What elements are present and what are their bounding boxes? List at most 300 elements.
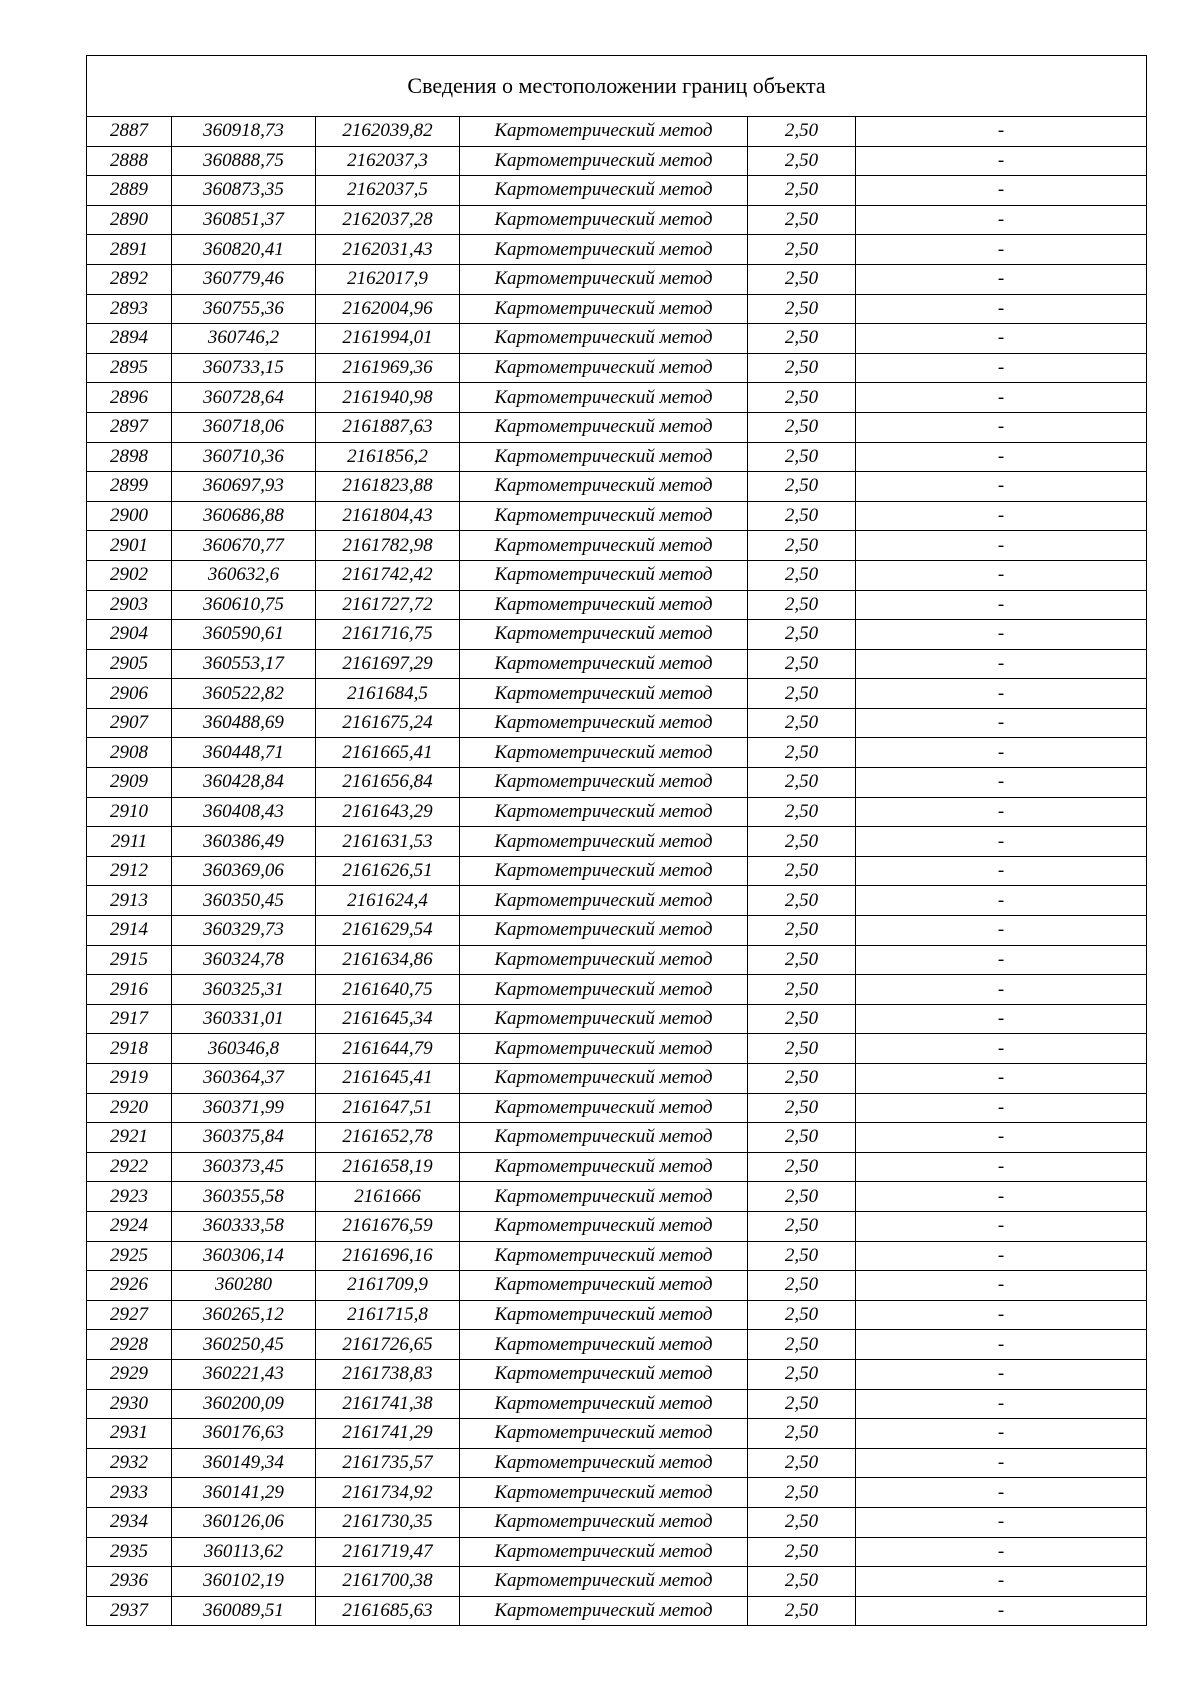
point-number-cell: 2937	[87, 1596, 172, 1626]
x-coordinate-cell: 360355,58	[172, 1182, 316, 1212]
note-cell: -	[856, 383, 1147, 413]
point-number-cell: 2905	[87, 649, 172, 679]
note-cell: -	[856, 1123, 1147, 1153]
x-coordinate-cell: 360632,6	[172, 560, 316, 590]
y-coordinate-cell: 2162037,3	[316, 146, 460, 176]
x-coordinate-cell: 360697,93	[172, 472, 316, 502]
note-cell: -	[856, 146, 1147, 176]
note-cell: -	[856, 501, 1147, 531]
method-cell: Картометрический метод	[460, 945, 748, 975]
point-number-cell: 2893	[87, 294, 172, 324]
point-number-cell: 2914	[87, 916, 172, 946]
point-number-cell: 2929	[87, 1359, 172, 1389]
note-cell: -	[856, 827, 1147, 857]
point-number-cell: 2926	[87, 1271, 172, 1301]
accuracy-cell: 2,50	[748, 1004, 856, 1034]
method-cell: Картометрический метод	[460, 1152, 748, 1182]
table-row	[87, 383, 1147, 413]
y-coordinate-cell: 2161624,4	[316, 886, 460, 916]
method-cell: Картометрический метод	[460, 353, 748, 383]
method-cell: Картометрический метод	[460, 472, 748, 502]
y-coordinate-cell: 2161684,5	[316, 679, 460, 709]
method-cell: Картометрический метод	[460, 294, 748, 324]
accuracy-cell: 2,50	[748, 916, 856, 946]
method-cell: Картометрический метод	[460, 856, 748, 886]
x-coordinate-cell: 360331,01	[172, 1004, 316, 1034]
point-number-cell: 2887	[87, 117, 172, 147]
accuracy-cell: 2,50	[748, 1537, 856, 1567]
point-number-cell: 2917	[87, 1004, 172, 1034]
point-number-cell: 2897	[87, 412, 172, 442]
table-row	[87, 324, 1147, 354]
y-coordinate-cell: 2161634,86	[316, 945, 460, 975]
method-cell: Картометрический метод	[460, 1359, 748, 1389]
note-cell: -	[856, 856, 1147, 886]
y-coordinate-cell: 2161676,59	[316, 1211, 460, 1241]
y-coordinate-cell: 2161782,98	[316, 531, 460, 561]
note-cell: -	[856, 1182, 1147, 1212]
y-coordinate-cell: 2162017,9	[316, 264, 460, 294]
point-number-cell: 2936	[87, 1567, 172, 1597]
accuracy-cell: 2,50	[748, 856, 856, 886]
x-coordinate-cell: 360113,62	[172, 1537, 316, 1567]
y-coordinate-cell: 2161741,29	[316, 1419, 460, 1449]
note-cell: -	[856, 1389, 1147, 1419]
x-coordinate-cell: 360200,09	[172, 1389, 316, 1419]
note-cell: -	[856, 324, 1147, 354]
table-row	[87, 1567, 1147, 1597]
point-number-cell: 2915	[87, 945, 172, 975]
point-number-cell: 2909	[87, 768, 172, 798]
accuracy-cell: 2,50	[748, 117, 856, 147]
table-row	[87, 916, 1147, 946]
note-cell: -	[856, 353, 1147, 383]
y-coordinate-cell: 2162037,5	[316, 176, 460, 206]
x-coordinate-cell: 360126,06	[172, 1507, 316, 1537]
point-number-cell: 2927	[87, 1300, 172, 1330]
note-cell: -	[856, 442, 1147, 472]
x-coordinate-cell: 360873,35	[172, 176, 316, 206]
table-row	[87, 1182, 1147, 1212]
method-cell: Картометрический метод	[460, 205, 748, 235]
note-cell: -	[856, 738, 1147, 768]
y-coordinate-cell: 2161696,16	[316, 1241, 460, 1271]
x-coordinate-cell: 360386,49	[172, 827, 316, 857]
point-number-cell: 2900	[87, 501, 172, 531]
accuracy-cell: 2,50	[748, 1330, 856, 1360]
table-row	[87, 886, 1147, 916]
point-number-cell: 2933	[87, 1478, 172, 1508]
y-coordinate-cell: 2161626,51	[316, 856, 460, 886]
point-number-cell: 2902	[87, 560, 172, 590]
note-cell: -	[856, 1359, 1147, 1389]
accuracy-cell: 2,50	[748, 1034, 856, 1064]
y-coordinate-cell: 2161700,38	[316, 1567, 460, 1597]
table-row	[87, 1359, 1147, 1389]
point-number-cell: 2910	[87, 797, 172, 827]
table-row	[87, 1271, 1147, 1301]
accuracy-cell: 2,50	[748, 1359, 856, 1389]
table-row	[87, 1389, 1147, 1419]
y-coordinate-cell: 2161656,84	[316, 768, 460, 798]
y-coordinate-cell: 2161741,38	[316, 1389, 460, 1419]
method-cell: Картометрический метод	[460, 975, 748, 1005]
note-cell: -	[856, 412, 1147, 442]
y-coordinate-cell: 2161730,35	[316, 1507, 460, 1537]
table-row	[87, 797, 1147, 827]
accuracy-cell: 2,50	[748, 590, 856, 620]
table-row	[87, 235, 1147, 265]
point-number-cell: 2907	[87, 708, 172, 738]
accuracy-cell: 2,50	[748, 205, 856, 235]
accuracy-cell: 2,50	[748, 294, 856, 324]
method-cell: Картометрический метод	[460, 264, 748, 294]
table-row	[87, 856, 1147, 886]
note-cell: -	[856, 1567, 1147, 1597]
note-cell: -	[856, 1034, 1147, 1064]
method-cell: Картометрический метод	[460, 797, 748, 827]
point-number-cell: 2892	[87, 264, 172, 294]
point-number-cell: 2931	[87, 1419, 172, 1449]
point-number-cell: 2904	[87, 620, 172, 650]
x-coordinate-cell: 360364,37	[172, 1064, 316, 1094]
accuracy-cell: 2,50	[748, 1211, 856, 1241]
table-title: Сведения о местоположении границ объекта	[87, 56, 1147, 117]
y-coordinate-cell: 2161631,53	[316, 827, 460, 857]
table-row	[87, 146, 1147, 176]
point-number-cell: 2925	[87, 1241, 172, 1271]
table-row	[87, 176, 1147, 206]
point-number-cell: 2934	[87, 1507, 172, 1537]
x-coordinate-cell: 360089,51	[172, 1596, 316, 1626]
accuracy-cell: 2,50	[748, 560, 856, 590]
note-cell: -	[856, 1448, 1147, 1478]
accuracy-cell: 2,50	[748, 146, 856, 176]
accuracy-cell: 2,50	[748, 1152, 856, 1182]
note-cell: -	[856, 1300, 1147, 1330]
method-cell: Картометрический метод	[460, 708, 748, 738]
point-number-cell: 2920	[87, 1093, 172, 1123]
y-coordinate-cell: 2161675,24	[316, 708, 460, 738]
table-row	[87, 560, 1147, 590]
y-coordinate-cell: 2161715,8	[316, 1300, 460, 1330]
table-body	[87, 117, 1147, 1626]
x-coordinate-cell: 360221,43	[172, 1359, 316, 1389]
method-cell: Картометрический метод	[460, 1300, 748, 1330]
note-cell: -	[856, 1330, 1147, 1360]
table-row	[87, 1330, 1147, 1360]
note-cell: -	[856, 945, 1147, 975]
note-cell: -	[856, 708, 1147, 738]
x-coordinate-cell: 360176,63	[172, 1419, 316, 1449]
accuracy-cell: 2,50	[748, 1182, 856, 1212]
point-number-cell: 2888	[87, 146, 172, 176]
x-coordinate-cell: 360522,82	[172, 679, 316, 709]
x-coordinate-cell: 360590,61	[172, 620, 316, 650]
y-coordinate-cell: 2161823,88	[316, 472, 460, 502]
note-cell: -	[856, 294, 1147, 324]
accuracy-cell: 2,50	[748, 679, 856, 709]
note-cell: -	[856, 1537, 1147, 1567]
method-cell: Картометрический метод	[460, 679, 748, 709]
accuracy-cell: 2,50	[748, 827, 856, 857]
method-cell: Картометрический метод	[460, 1182, 748, 1212]
y-coordinate-cell: 2161629,54	[316, 916, 460, 946]
table-row	[87, 1507, 1147, 1537]
table-row	[87, 353, 1147, 383]
accuracy-cell: 2,50	[748, 886, 856, 916]
point-number-cell: 2935	[87, 1537, 172, 1567]
method-cell: Картометрический метод	[460, 1004, 748, 1034]
x-coordinate-cell: 360733,15	[172, 353, 316, 383]
table-row	[87, 1537, 1147, 1567]
method-cell: Картометрический метод	[460, 1478, 748, 1508]
x-coordinate-cell: 360250,45	[172, 1330, 316, 1360]
table-row	[87, 1211, 1147, 1241]
y-coordinate-cell: 2161738,83	[316, 1359, 460, 1389]
y-coordinate-cell: 2161665,41	[316, 738, 460, 768]
table-row	[87, 827, 1147, 857]
y-coordinate-cell: 2161658,19	[316, 1152, 460, 1182]
accuracy-cell: 2,50	[748, 235, 856, 265]
method-cell: Картометрический метод	[460, 1034, 748, 1064]
accuracy-cell: 2,50	[748, 412, 856, 442]
accuracy-cell: 2,50	[748, 1448, 856, 1478]
point-number-cell: 2901	[87, 531, 172, 561]
x-coordinate-cell: 360375,84	[172, 1123, 316, 1153]
x-coordinate-cell: 360718,06	[172, 412, 316, 442]
x-coordinate-cell: 360448,71	[172, 738, 316, 768]
y-coordinate-cell: 2161716,75	[316, 620, 460, 650]
table-row	[87, 1478, 1147, 1508]
point-number-cell: 2896	[87, 383, 172, 413]
x-coordinate-cell: 360325,31	[172, 975, 316, 1005]
note-cell: -	[856, 1271, 1147, 1301]
boundary-coordinates-table	[86, 55, 1147, 1626]
method-cell: Картометрический метод	[460, 1271, 748, 1301]
accuracy-cell: 2,50	[748, 1389, 856, 1419]
accuracy-cell: 2,50	[748, 1064, 856, 1094]
y-coordinate-cell: 2161685,63	[316, 1596, 460, 1626]
accuracy-cell: 2,50	[748, 472, 856, 502]
y-coordinate-cell: 2161727,72	[316, 590, 460, 620]
table-row	[87, 590, 1147, 620]
table-row	[87, 1419, 1147, 1449]
y-coordinate-cell: 2161940,98	[316, 383, 460, 413]
method-cell: Картометрический метод	[460, 235, 748, 265]
table-row	[87, 679, 1147, 709]
accuracy-cell: 2,50	[748, 1093, 856, 1123]
accuracy-cell: 2,50	[748, 383, 856, 413]
x-coordinate-cell: 360728,64	[172, 383, 316, 413]
note-cell: -	[856, 886, 1147, 916]
accuracy-cell: 2,50	[748, 945, 856, 975]
accuracy-cell: 2,50	[748, 353, 856, 383]
x-coordinate-cell: 360350,45	[172, 886, 316, 916]
note-cell: -	[856, 1478, 1147, 1508]
table-row	[87, 1300, 1147, 1330]
table-row	[87, 1152, 1147, 1182]
y-coordinate-cell: 2161804,43	[316, 501, 460, 531]
y-coordinate-cell: 2161994,01	[316, 324, 460, 354]
y-coordinate-cell: 2162004,96	[316, 294, 460, 324]
note-cell: -	[856, 1152, 1147, 1182]
point-number-cell: 2903	[87, 590, 172, 620]
note-cell: -	[856, 472, 1147, 502]
x-coordinate-cell: 360333,58	[172, 1211, 316, 1241]
method-cell: Картометрический метод	[460, 768, 748, 798]
x-coordinate-cell: 360746,2	[172, 324, 316, 354]
y-coordinate-cell: 2161647,51	[316, 1093, 460, 1123]
document-page	[86, 55, 1146, 1626]
accuracy-cell: 2,50	[748, 1241, 856, 1271]
y-coordinate-cell: 2161719,47	[316, 1537, 460, 1567]
point-number-cell: 2890	[87, 205, 172, 235]
note-cell: -	[856, 1507, 1147, 1537]
method-cell: Картометрический метод	[460, 1123, 748, 1153]
note-cell: -	[856, 1093, 1147, 1123]
point-number-cell: 2911	[87, 827, 172, 857]
x-coordinate-cell: 360149,34	[172, 1448, 316, 1478]
accuracy-cell: 2,50	[748, 649, 856, 679]
y-coordinate-cell: 2162031,43	[316, 235, 460, 265]
x-coordinate-cell: 360610,75	[172, 590, 316, 620]
note-cell: -	[856, 235, 1147, 265]
accuracy-cell: 2,50	[748, 501, 856, 531]
y-coordinate-cell: 2161856,2	[316, 442, 460, 472]
method-cell: Картометрический метод	[460, 501, 748, 531]
note-cell: -	[856, 1596, 1147, 1626]
point-number-cell: 2908	[87, 738, 172, 768]
table-row	[87, 1241, 1147, 1271]
table-row	[87, 1004, 1147, 1034]
accuracy-cell: 2,50	[748, 797, 856, 827]
x-coordinate-cell: 360280	[172, 1271, 316, 1301]
x-coordinate-cell: 360369,06	[172, 856, 316, 886]
note-cell: -	[856, 117, 1147, 147]
note-cell: -	[856, 916, 1147, 946]
x-coordinate-cell: 360324,78	[172, 945, 316, 975]
table-row	[87, 945, 1147, 975]
y-coordinate-cell: 2162037,28	[316, 205, 460, 235]
note-cell: -	[856, 975, 1147, 1005]
x-coordinate-cell: 360888,75	[172, 146, 316, 176]
method-cell: Картометрический метод	[460, 1064, 748, 1094]
y-coordinate-cell: 2161643,29	[316, 797, 460, 827]
method-cell: Картометрический метод	[460, 560, 748, 590]
x-coordinate-cell: 360779,46	[172, 264, 316, 294]
note-cell: -	[856, 590, 1147, 620]
table-row	[87, 649, 1147, 679]
y-coordinate-cell: 2161742,42	[316, 560, 460, 590]
method-cell: Картометрический метод	[460, 827, 748, 857]
method-cell: Картометрический метод	[460, 1507, 748, 1537]
method-cell: Картометрический метод	[460, 738, 748, 768]
x-coordinate-cell: 360346,8	[172, 1034, 316, 1064]
accuracy-cell: 2,50	[748, 531, 856, 561]
note-cell: -	[856, 1419, 1147, 1449]
point-number-cell: 2923	[87, 1182, 172, 1212]
point-number-cell: 2912	[87, 856, 172, 886]
method-cell: Картометрический метод	[460, 1241, 748, 1271]
accuracy-cell: 2,50	[748, 176, 856, 206]
x-coordinate-cell: 360553,17	[172, 649, 316, 679]
note-cell: -	[856, 797, 1147, 827]
table-row	[87, 1448, 1147, 1478]
x-coordinate-cell: 360408,43	[172, 797, 316, 827]
method-cell: Картометрический метод	[460, 1093, 748, 1123]
method-cell: Картометрический метод	[460, 1448, 748, 1478]
method-cell: Картометрический метод	[460, 649, 748, 679]
y-coordinate-cell: 2161697,29	[316, 649, 460, 679]
note-cell: -	[856, 205, 1147, 235]
x-coordinate-cell: 360373,45	[172, 1152, 316, 1182]
method-cell: Картометрический метод	[460, 442, 748, 472]
table-row	[87, 501, 1147, 531]
method-cell: Картометрический метод	[460, 590, 748, 620]
note-cell: -	[856, 264, 1147, 294]
table-row	[87, 117, 1147, 147]
point-number-cell: 2928	[87, 1330, 172, 1360]
x-coordinate-cell: 360820,41	[172, 235, 316, 265]
note-cell: -	[856, 768, 1147, 798]
note-cell: -	[856, 649, 1147, 679]
point-number-cell: 2894	[87, 324, 172, 354]
y-coordinate-cell: 2161652,78	[316, 1123, 460, 1153]
x-coordinate-cell: 360329,73	[172, 916, 316, 946]
x-coordinate-cell: 360306,14	[172, 1241, 316, 1271]
table-row	[87, 1596, 1147, 1626]
x-coordinate-cell: 360428,84	[172, 768, 316, 798]
accuracy-cell: 2,50	[748, 1300, 856, 1330]
point-number-cell: 2895	[87, 353, 172, 383]
x-coordinate-cell: 360670,77	[172, 531, 316, 561]
x-coordinate-cell: 360851,37	[172, 205, 316, 235]
accuracy-cell: 2,50	[748, 1271, 856, 1301]
accuracy-cell: 2,50	[748, 620, 856, 650]
table-row	[87, 768, 1147, 798]
method-cell: Картометрический метод	[460, 1330, 748, 1360]
x-coordinate-cell: 360710,36	[172, 442, 316, 472]
note-cell: -	[856, 176, 1147, 206]
method-cell: Картометрический метод	[460, 1389, 748, 1419]
point-number-cell: 2891	[87, 235, 172, 265]
table-row	[87, 205, 1147, 235]
point-number-cell: 2913	[87, 886, 172, 916]
table-row	[87, 412, 1147, 442]
note-cell: -	[856, 1004, 1147, 1034]
table-row	[87, 738, 1147, 768]
table-row	[87, 1034, 1147, 1064]
y-coordinate-cell: 2161709,9	[316, 1271, 460, 1301]
method-cell: Картометрический метод	[460, 324, 748, 354]
method-cell: Картометрический метод	[460, 1419, 748, 1449]
point-number-cell: 2898	[87, 442, 172, 472]
y-coordinate-cell: 2161644,79	[316, 1034, 460, 1064]
point-number-cell: 2919	[87, 1064, 172, 1094]
table-row	[87, 708, 1147, 738]
method-cell: Картометрический метод	[460, 1596, 748, 1626]
note-cell: -	[856, 1241, 1147, 1271]
method-cell: Картометрический метод	[460, 117, 748, 147]
note-cell: -	[856, 1211, 1147, 1241]
x-coordinate-cell: 360686,88	[172, 501, 316, 531]
y-coordinate-cell: 2161735,57	[316, 1448, 460, 1478]
point-number-cell: 2921	[87, 1123, 172, 1153]
y-coordinate-cell: 2161726,65	[316, 1330, 460, 1360]
accuracy-cell: 2,50	[748, 738, 856, 768]
method-cell: Картометрический метод	[460, 916, 748, 946]
